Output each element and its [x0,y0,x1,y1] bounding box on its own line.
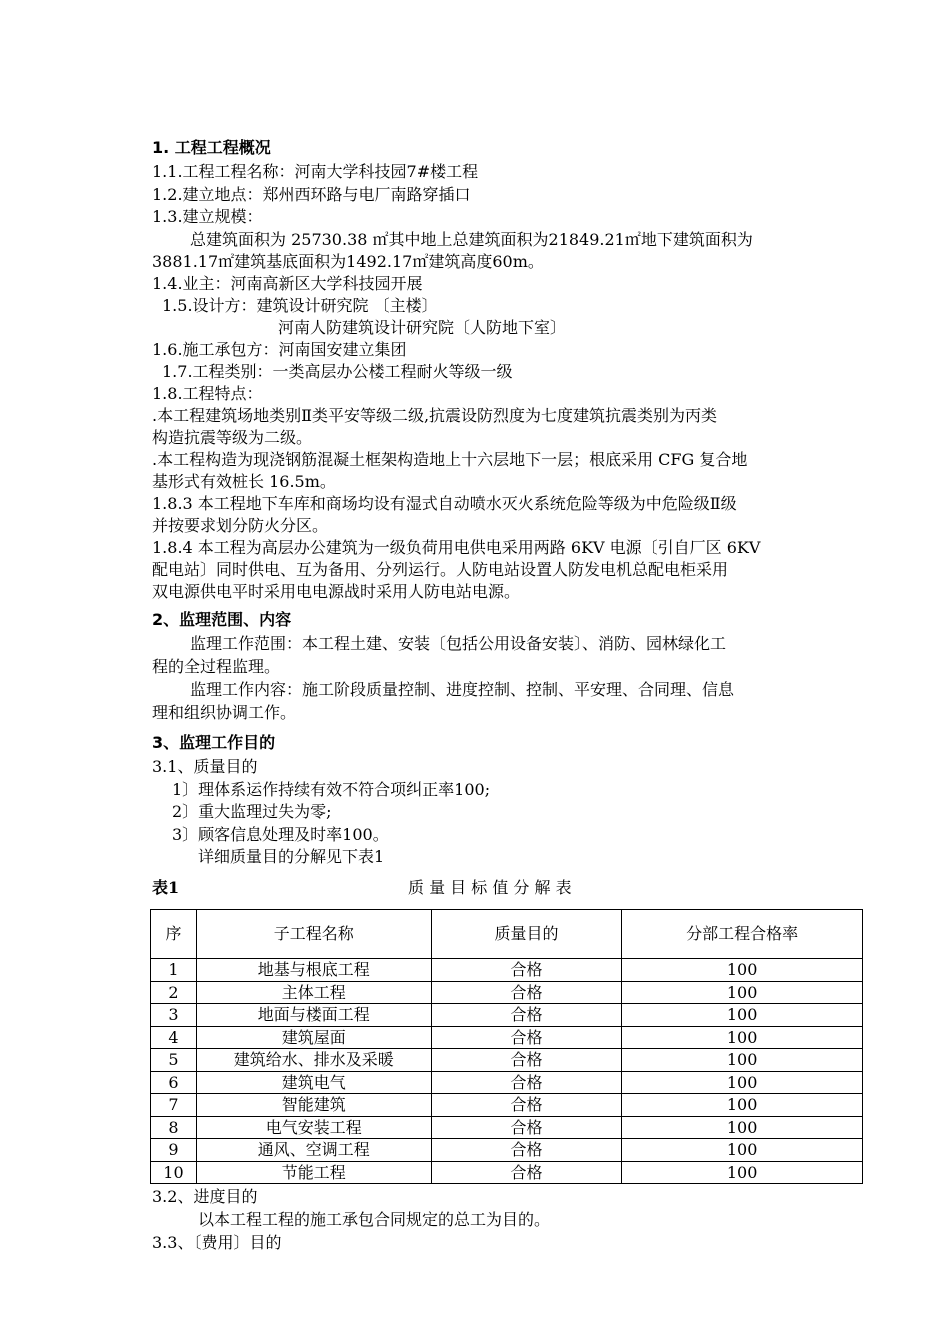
table-row [151,1139,863,1162]
scale-line: 1.3.建立规模： [152,207,263,226]
content-line-1: 监理工作内容：施工阶段质量控制、进度控制、控制、平安理、合同理、信息 [190,680,735,699]
cell-pass-rate: 100 [622,1094,863,1117]
table-row [151,1116,863,1139]
cell-subproject: 主体工程 [196,981,431,1004]
table-title: 质 量 目 标 值 分 解 表 [408,878,572,897]
quality-goal-item-1: 1〕理体系运作持续有效不符合项纠正率100; [172,780,491,799]
area-line-2: 3881.17㎡建筑基底面积为1492.17㎡建筑高度60m。 [152,252,544,271]
cell-index: 7 [151,1094,197,1117]
quality-target-table [150,909,863,1184]
cell-index: 5 [151,1049,197,1072]
table-header-row [151,910,863,959]
cell-pass-rate: 100 [622,1139,863,1162]
cell-subproject: 智能建筑 [196,1094,431,1117]
cell-index: 10 [151,1161,197,1184]
table-row [151,1004,863,1027]
cell-quality-goal: 合格 [431,1139,622,1162]
feature-2-line-1: .本工程构造为现浇钢筋混凝土框架构造地上十六层地下一层；根底采用 CFG 复合地 [152,450,748,469]
feature-3-line-1: 1.8.3 本工程地下车库和商场均设有湿式自动喷水灭火系统危险等级为中危险级Ⅱ级 [152,494,737,513]
table-row [151,1026,863,1049]
cell-subproject: 建筑给水、排水及采暖 [196,1049,431,1072]
table-row [151,1161,863,1184]
quality-goal-note: 详细质量目的分解见下表1 [198,847,385,866]
cost-goal-heading: 3.3、〔费用〕目的 [152,1233,282,1252]
cell-quality-goal: 合格 [431,1026,622,1049]
owner-line: 1.4.业主：河南高新区大学科技园开展 [152,274,423,293]
section2-heading: 2、监理范围、内容 [152,610,292,629]
cell-pass-rate: 100 [622,1116,863,1139]
cell-index: 4 [151,1026,197,1049]
cell-quality-goal: 合格 [431,1049,622,1072]
feature-4-line-1: 1.8.4 本工程为高层办公建筑为一级负荷用电供电采用两路 6KV 电源〔引自厂区 6KV [152,538,761,557]
content-line-2: 理和组织协调工作。 [152,703,297,722]
cell-quality-goal: 合格 [431,1161,622,1184]
cell-pass-rate: 100 [622,1026,863,1049]
cell-quality-goal: 合格 [431,1071,622,1094]
cell-pass-rate: 100 [622,1161,863,1184]
scope-line-2: 程的全过程监理。 [152,657,281,676]
cell-subproject: 地面与楼面工程 [196,1004,431,1027]
table-row [151,981,863,1004]
cell-pass-rate: 100 [622,1004,863,1027]
cell-subproject: 建筑电气 [196,1071,431,1094]
cell-pass-rate: 100 [622,959,863,982]
cell-pass-rate: 100 [622,981,863,1004]
section1-heading: 1. 工程工程概况 [152,138,271,157]
quality-goal-heading: 3.1、质量目的 [152,757,258,776]
quality-goal-item-2: 2〕重大监理过失为零; [172,802,332,821]
scope-line-1: 监理工作范围：本工程土建、安装〔包括公用设备安装〕、消防、园林绿化工 [190,634,727,653]
cell-quality-goal: 合格 [431,1094,622,1117]
col-header-quality-goal: 质量目的 [431,910,622,959]
quality-goal-item-3: 3〕顾客信息处理及时率100。 [172,825,389,844]
designer-line: 1.5.设计方：建筑设计研究院 〔主楼〕 [162,296,438,315]
cell-index: 8 [151,1116,197,1139]
cell-quality-goal: 合格 [431,1004,622,1027]
cell-index: 9 [151,1139,197,1162]
cell-pass-rate: 100 [622,1049,863,1072]
cell-quality-goal: 合格 [431,1116,622,1139]
section3-heading: 3、监理工作目的 [152,733,276,752]
feature-2-line-2: 基形式有效桩长 16.5m。 [152,472,336,491]
cell-quality-goal: 合格 [431,981,622,1004]
schedule-goal-heading: 3.2、进度目的 [152,1187,258,1206]
feature-3-line-2: 并按要求划分防火分区。 [152,516,329,535]
schedule-goal-text: 以本工程工程的施工承包合同规定的总工为目的。 [198,1210,551,1229]
project-name-line: 1.1.工程工程名称：河南大学科技园7#楼工程 [152,162,479,181]
cell-index: 3 [151,1004,197,1027]
table-row [151,1049,863,1072]
cell-subproject: 电气安装工程 [196,1116,431,1139]
table-label: 表1 [152,878,180,897]
col-header-subproject: 子工程名称 [196,910,431,959]
cell-subproject: 建筑屋面 [196,1026,431,1049]
feature-4-line-2: 配电站〕同时供电、互为备用、分列运行。人防电站设置人防发电机总配电柜采用 [152,560,729,579]
contractor-line: 1.6.施工承包方：河南国安建立集团 [152,340,407,359]
col-header-index: 序 [151,910,197,959]
table-row [151,959,863,982]
location-line: 1.2.建立地点：郑州西环路与电厂南路穿插口 [152,185,471,204]
feature-4-line-3: 双电源供电平时采用电电源战时采用人防电站电源。 [152,582,521,601]
cell-index: 6 [151,1071,197,1094]
cell-pass-rate: 100 [622,1071,863,1094]
feature-1-line-1: .本工程建筑场地类别Ⅱ类平安等级二级,抗震设防烈度为七度建筑抗震类别为丙类 [152,406,718,425]
features-line: 1.8.工程特点： [152,384,263,403]
area-line-1: 总建筑面积为 25730.38 ㎡其中地上总建筑面积为21849.21㎡地下建筑面积为 [190,230,753,249]
feature-1-line-2: 构造抗震等级为二级。 [152,428,313,447]
table-row [151,1071,863,1094]
cell-quality-goal: 合格 [431,959,622,982]
cell-subproject: 地基与根底工程 [196,959,431,982]
col-header-pass-rate: 分部工程合格率 [622,910,863,959]
cell-index: 1 [151,959,197,982]
table-row [151,1094,863,1117]
cell-subproject: 节能工程 [196,1161,431,1184]
cell-subproject: 通风、空调工程 [196,1139,431,1162]
category-line: 1.7.工程类别：一类高层办公楼工程耐火等级一级 [162,362,513,381]
cell-index: 2 [151,981,197,1004]
designer-line-2: 河南人防建筑设计研究院〔人防地下室〕 [278,318,567,337]
